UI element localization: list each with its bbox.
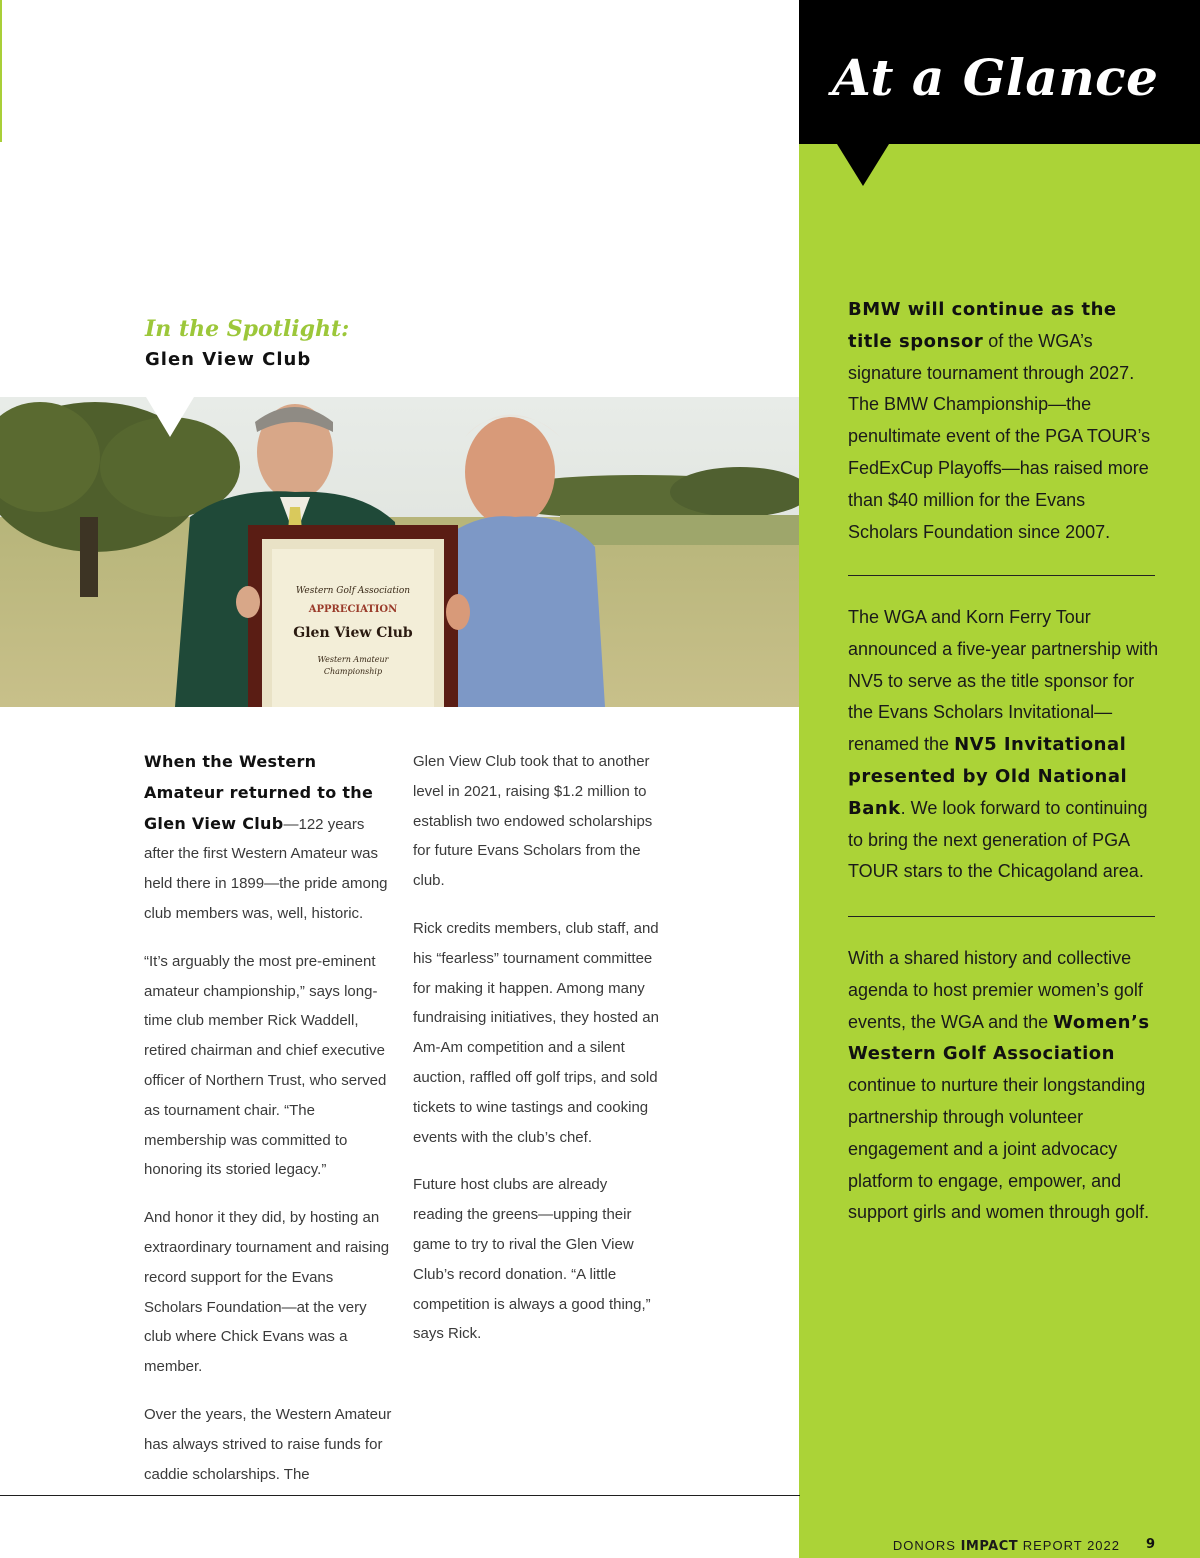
article-paragraph: “It’s arguably the most pre-eminent amateur championship,” says long-time club member Rick Waddell, retired chairman and chief executive officer of Northern Trust, who served as tournament chair. “The membership was committed to honoring its storied legacy.” [144, 952, 387, 1179]
article-text: —122 years after the first Western Amateur was held there in 1899—the pride among club members was, well, historic. [144, 815, 388, 922]
svg-text:Western Golf Association: Western Golf Association [295, 586, 411, 596]
glance-highlight: NV5 Invitational presented by Old National Bank [848, 734, 1128, 819]
article-paragraph: Over the years, the Western Amateur has always strived to raise funds for caddie scholarships. The [144, 1405, 392, 1483]
article-lead: When the Western Amateur returned to the Glen View Club [144, 752, 374, 833]
sidebar-notch [837, 144, 889, 186]
sidebar-header [799, 0, 1200, 144]
glance-text: continue to nurture their longstanding partnership through volunteer engagement and a joint advocacy platform to engage, empower, and support girls and women through golf. [848, 1075, 1150, 1223]
sidebar-title: At a Glance [832, 48, 1159, 107]
article-photo [0, 397, 800, 707]
spotlight-kicker: In the Spotlight: [145, 316, 350, 342]
at-a-glance-sidebar [799, 0, 1200, 1558]
photo-notch [146, 397, 194, 437]
article-column-left [144, 747, 392, 1507]
glance-text: of the WGA’s signature tournament through 2027. The BMW Championship—the penultimate event of the PGA TOUR’s FedExCup Playoffs—has raised more than $40 million for the Evans Scholars Foundation since 2007. [848, 330, 1151, 542]
glance-highlight: Women’s Western Golf Association [848, 1011, 1150, 1065]
svg-text:Championship: Championship [323, 667, 383, 676]
glance-item-wwga [848, 943, 1160, 1229]
page-number: 9 [1145, 1537, 1155, 1552]
footer-rule [0, 1495, 800, 1496]
article-paragraph: And honor it they did, by hosting an extraordinary tournament and raising record support for the Evans Scholars Foundation—at the very club where Chick Evans was a member. [144, 1209, 390, 1376]
footer-report-title [893, 1538, 1120, 1554]
article-paragraph: Glen View Club took that to another level in 2021, raising $1.2 million to establish two endowed scholarships for future Evans Scholars from the club. [413, 753, 653, 890]
spotlight-title: Glen View Club [145, 349, 312, 370]
article-paragraph [144, 747, 392, 929]
glance-item-nv5 [848, 602, 1160, 888]
divider [848, 575, 1155, 576]
svg-text:Western Amateur: Western Amateur [317, 655, 389, 664]
glance-text: The WGA and Korn Ferry Tour announced a five-year partnership with NV5 to serve as the title sponsor for the Evans Scholars Invitational—renamed the [848, 607, 1159, 755]
article-paragraph: Future host clubs are already reading the greens—upping their game to try to rival the Glen View Club’s record donation. “A little competition is always a good thing,” says Rick. [413, 1176, 651, 1343]
glance-text: With a shared history and collective agenda to host premier women’s golf events, the WGA and the [848, 948, 1143, 1032]
left-accent-rule [0, 0, 2, 142]
divider [848, 916, 1155, 917]
footer-text-pre: DONORS [892, 1538, 961, 1553]
footer-text-bold: IMPACT [960, 1539, 1019, 1554]
article-column-right [413, 747, 661, 1367]
footer-text-post: REPORT 2022 [1018, 1538, 1120, 1553]
glance-highlight: BMW will continue as the title sponsor [848, 299, 1117, 352]
glance-item-bmw [848, 294, 1160, 548]
svg-text:Glen View Club: Glen View Club [293, 625, 413, 641]
article-paragraph: Rick credits members, club staff, and his “fearless” tournament committee for making it happen. Among many fundraising initiatives, they hosted an Am-Am competition and a silent auction, raffled off golf trips, and sold tickets to wine tastings and cooking events with the club’s chef. [413, 919, 659, 1146]
svg-text:APPRECIATION: APPRECIATION [308, 604, 398, 615]
glance-text: . We look forward to continuing to bring the next generation of PGA TOUR stars to the Chicagoland area. [848, 797, 1148, 882]
